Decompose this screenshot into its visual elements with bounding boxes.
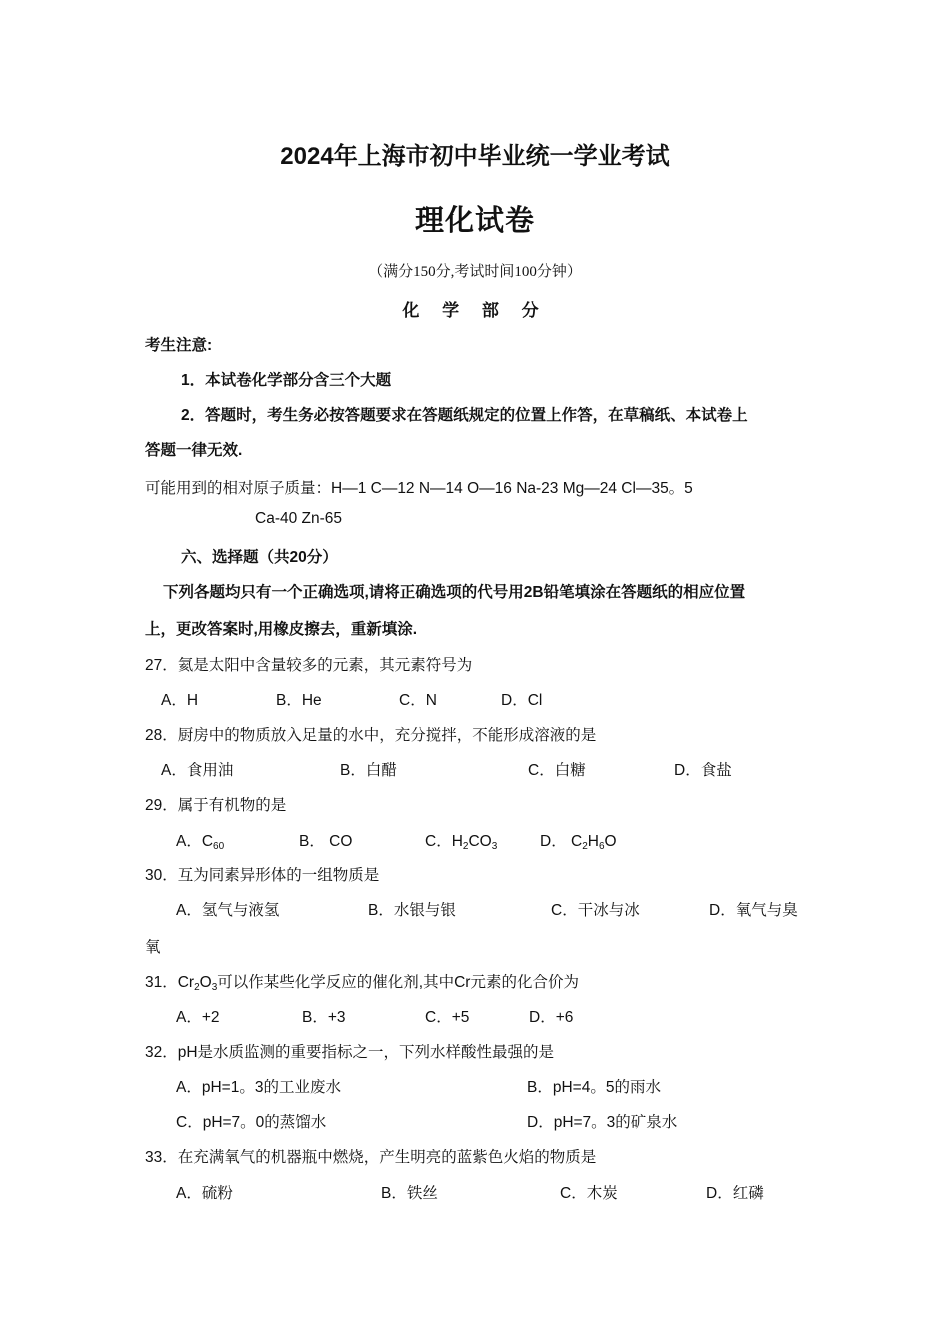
question-28-option-c: C．白糖 bbox=[528, 762, 586, 779]
part-instructions: 下列各题均只有一个正确选项,请将正确选项的代号用2B铅笔填涂在答题纸的相应位置 bbox=[163, 584, 746, 601]
question-28-stem: 28．厨房中的物质放入足量的水中，充分搅拌，不能形成溶液的是 bbox=[145, 727, 597, 744]
notice-item-2-cont: 答题一律无效. bbox=[145, 442, 243, 459]
question-29-option-a: A．$C_{60}$ bbox=[176, 833, 225, 852]
question-31-option-d: D．+6 bbox=[529, 1009, 574, 1026]
notice-heading: 考生注意: bbox=[145, 337, 213, 354]
paper-title: 理化试卷 bbox=[414, 205, 535, 237]
question-30-option-d-cont: 氧 bbox=[145, 939, 161, 956]
atomic-masses: 可能用到的相对原子质量：H—1 C—12 N—14 O—16 Na-23 Mg—24 Cl—35。5 bbox=[145, 480, 693, 497]
question-31-stem: 31．$Cr_2O_3$可以作某些化学反应的催化剂,其中Cr元素的化合价为 bbox=[145, 974, 579, 993]
question-30-option-a: A．氢气与液氢 bbox=[176, 902, 280, 919]
question-29-option-c: C．$H_2CO_3$ bbox=[425, 833, 498, 852]
question-32-option-d: D．pH=7。3的矿泉水 bbox=[527, 1114, 678, 1131]
question-27-option-b: B．He bbox=[276, 692, 322, 709]
notice-item-2: 2．答题时，考生务必按答题要求在答题纸规定的位置上作答，在草稿纸、本试卷上 bbox=[181, 407, 748, 424]
notice-item-1: 1．本试卷化学部分含三个大题 bbox=[181, 372, 392, 389]
question-33-stem: 33．在充满氧气的机器瓶中燃烧，产生明亮的蓝紫色火焰的物质是 bbox=[145, 1149, 597, 1166]
question-27-option-d: D．Cl bbox=[501, 692, 543, 709]
question-32-option-a: A．pH=1。3的工业废水 bbox=[176, 1079, 341, 1096]
question-29-stem: 29．属于有机物的是 bbox=[145, 797, 287, 814]
part-instructions-cont: 上，更改答案时,用橡皮擦去，重新填涂. bbox=[145, 621, 418, 638]
score-time-note: （满分150分,考试时间100分钟） bbox=[368, 264, 582, 280]
question-33-option-c: C．木炭 bbox=[560, 1185, 618, 1202]
question-27-stem: 27．氦是太阳中含量较多的元素，其元素符号为 bbox=[145, 657, 473, 674]
part-heading: 六、选择题（共20分） bbox=[181, 549, 338, 566]
exam-title: 2024年上海市初中毕业统一学业考试 bbox=[280, 143, 670, 170]
question-29-option-d: D． $C_2H_6O$ bbox=[540, 833, 617, 852]
question-28-option-a: A．食用油 bbox=[161, 762, 234, 779]
question-31-option-b: B．+3 bbox=[302, 1009, 346, 1026]
question-33-option-d: D．红磷 bbox=[706, 1185, 764, 1202]
question-29-option-b: B． CO bbox=[299, 833, 353, 850]
question-31-option-a: A．+2 bbox=[176, 1009, 220, 1026]
question-32-option-b: B．pH=4。5的雨水 bbox=[527, 1079, 661, 1096]
question-33-option-b: B．铁丝 bbox=[381, 1185, 438, 1202]
section-title: 化 学 部 分 bbox=[402, 301, 548, 320]
question-32-option-c: C．pH=7。0的蒸馏水 bbox=[176, 1114, 327, 1131]
question-30-option-d: D．氧气与臭 bbox=[709, 902, 798, 919]
question-33-option-a: A．硫粉 bbox=[176, 1185, 233, 1202]
question-27-option-c: C．N bbox=[399, 692, 437, 709]
question-28-option-d: D．食盐 bbox=[674, 762, 732, 779]
atomic-masses-cont: Ca-40 Zn-65 bbox=[255, 510, 343, 527]
question-32-stem: 32．pH是水质监测的重要指标之一，下列水样酸性最强的是 bbox=[145, 1044, 555, 1061]
question-27-option-a: A．H bbox=[161, 692, 199, 709]
question-30-option-b: B．水银与银 bbox=[368, 902, 456, 919]
question-30-stem: 30．互为同素异形体的一组物质是 bbox=[145, 867, 380, 884]
question-31-option-c: C．+5 bbox=[425, 1009, 470, 1026]
question-30-option-c: C．干冰与冰 bbox=[551, 902, 640, 919]
question-28-option-b: B．白醋 bbox=[340, 762, 397, 779]
